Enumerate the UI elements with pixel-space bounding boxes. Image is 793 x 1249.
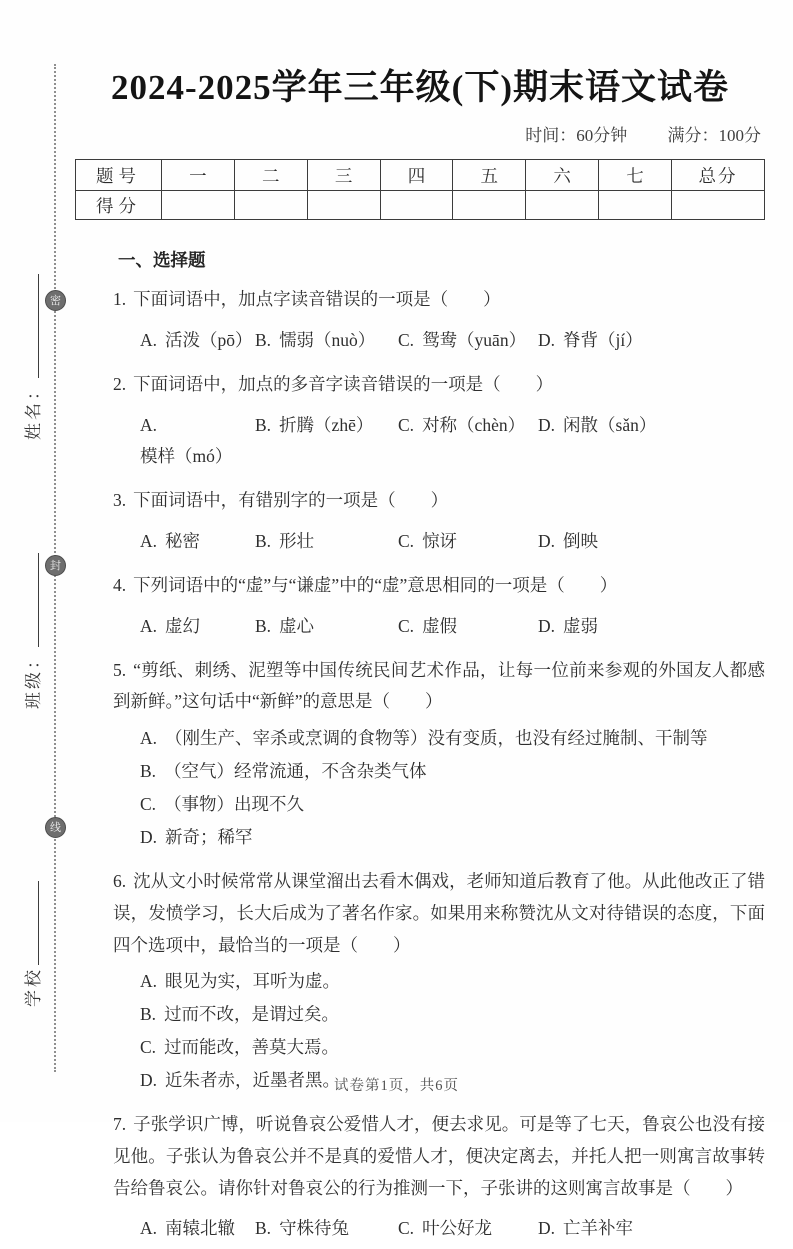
option-label: D.: [538, 414, 556, 435]
score-row-label: 得分: [76, 191, 162, 220]
option-text: 亡羊补牢: [563, 1218, 634, 1239]
option-label: A.: [140, 414, 158, 435]
option-a: [140, 965, 765, 998]
score-cell-empty: [162, 191, 235, 220]
score-cell-empty: [380, 191, 453, 220]
score-cell-empty: [307, 191, 380, 220]
option-text: 懦弱（nuò）: [279, 329, 376, 350]
time-limit-label: 时间：60分钟: [525, 126, 628, 145]
question-stem-text: 沈从文小时候常常从课堂溜出去看木偶戏，老师知道后教育了他。从此他改正了错误，发愤学习，长大后成为了著名作家。如果用来称赞沈从文对待错误的态度，下面四个选项中，最恰当的一项是（ ）: [113, 870, 765, 955]
option-label: D.: [538, 531, 556, 552]
option-b: [255, 611, 398, 643]
question-options: [113, 526, 765, 558]
option-label: A.: [140, 728, 158, 749]
score-table-header-cell: 一: [162, 160, 235, 191]
exam-meta: [75, 121, 765, 146]
class-field: [19, 551, 41, 709]
school-field: [19, 857, 41, 1007]
option-text: 惊讶: [422, 531, 458, 552]
option-b: [255, 526, 398, 558]
option-label: C.: [398, 329, 415, 350]
question-stem: [113, 485, 765, 517]
option-c: [398, 410, 538, 474]
option-b: [140, 998, 765, 1031]
option-text: 叶公好龙: [422, 1218, 493, 1239]
option-text: 虚心: [279, 615, 315, 636]
option-b: [140, 755, 765, 788]
score-table-header-cell: 总分: [672, 160, 765, 191]
question-stem: [113, 655, 765, 719]
question-5: [113, 655, 765, 854]
school-blank-line: [25, 881, 39, 965]
question-stem-text: 子张学识广博，听说鲁哀公爱惜人才，便去求见。可是等了七天，鲁哀公也没有接见他。子张认为鲁哀公并不是真的爱惜人才，便决定离去，并托人把一则寓言故事转告给鲁哀公。请你针对鲁哀公的行为推测一下，子张讲的这则寓言故事是（ ）: [113, 1113, 765, 1198]
option-label: B.: [255, 329, 272, 350]
question-1: [113, 284, 765, 357]
question-stem-text: 下面词语中，加点字读音错误的一项是（ ）: [133, 289, 501, 309]
question-options: [113, 325, 765, 357]
question-7: [113, 1109, 765, 1245]
question-3: [113, 485, 765, 558]
question-number: 2.: [113, 373, 127, 394]
option-text: 鸳鸯（yuān）: [422, 329, 527, 350]
option-label: C.: [140, 794, 157, 815]
option-text: 虚假: [422, 615, 458, 636]
score-cell-empty: [526, 191, 599, 220]
option-text: 过而不改，是谓过矣。: [164, 1004, 340, 1025]
option-label: C.: [140, 1037, 157, 1058]
score-table-header-cell: 四: [380, 160, 453, 191]
option-label: A.: [140, 971, 158, 992]
question-number: 6.: [113, 870, 127, 891]
main-content: [75, 0, 765, 1249]
question-4: [113, 570, 765, 643]
question-stem: [113, 369, 765, 401]
option-label: B.: [140, 1004, 157, 1025]
option-text: 守株待兔: [279, 1218, 350, 1239]
option-text: 近朱者赤，近墨者黑。: [165, 1070, 341, 1091]
option-text: 虚幻: [165, 615, 201, 636]
option-a: [140, 722, 765, 755]
score-table-score-row: [76, 191, 765, 220]
question-stem: [113, 284, 765, 316]
option-c: [140, 1031, 765, 1064]
option-label: D.: [538, 329, 556, 350]
option-text: 南辕北辙: [165, 1218, 236, 1239]
option-text: 折腾（zhē）: [279, 414, 374, 435]
question-number: 1.: [113, 289, 127, 309]
option-label: D.: [538, 1218, 556, 1239]
option-label: D.: [140, 826, 158, 847]
option-label: B.: [255, 414, 272, 435]
full-score-label: 满分：100分: [667, 126, 761, 145]
option-label: D.: [140, 1070, 158, 1091]
question-number: 5.: [113, 659, 127, 680]
option-label: B.: [140, 761, 157, 782]
name-field-label: 姓名：: [24, 380, 43, 440]
score-table-header-cell: 题号: [76, 160, 162, 191]
option-text: （空气）经常流通，不含杂类气体: [164, 761, 427, 782]
option-text: 眼见为实，耳听为虚。: [165, 971, 341, 992]
question-options: [113, 722, 765, 854]
score-table: [75, 159, 765, 220]
option-label: C.: [398, 531, 415, 552]
option-text: 活泼（pō）: [165, 329, 253, 350]
seal-badge-mi: 密: [45, 290, 66, 311]
option-d: [538, 1213, 765, 1245]
score-table-header-cell: 五: [453, 160, 526, 191]
option-label: A.: [140, 615, 158, 636]
question-number: 7.: [113, 1113, 127, 1134]
option-a: [140, 1213, 255, 1245]
option-text: 脊背（jí）: [563, 329, 643, 350]
option-label: A.: [140, 1218, 158, 1239]
option-text: 形壮: [279, 531, 315, 552]
option-label: C.: [398, 1218, 415, 1239]
seal-badge-feng: 封: [45, 555, 66, 576]
option-text: （刚生产、宰杀或烹调的食物等）没有变质，也没有经过腌制、干制等: [165, 728, 708, 749]
option-c: [398, 1213, 538, 1245]
option-d: [538, 325, 765, 357]
option-label: A.: [140, 531, 158, 552]
question-number: 4.: [113, 574, 127, 595]
question-options: [113, 410, 765, 474]
score-table-header-cell: 三: [307, 160, 380, 191]
option-b: [255, 410, 398, 474]
option-text: 虚弱: [563, 615, 599, 636]
question-stem-text: 下列词语中的“虚”与“谦虚”中的“虚”意思相同的一项是（ ）: [133, 574, 618, 595]
option-label: C.: [398, 615, 415, 636]
option-c: [398, 611, 538, 643]
option-text: 秘密: [165, 531, 201, 552]
question-6: [113, 866, 765, 1097]
option-label: B.: [255, 1218, 272, 1239]
question-stem-text: 下面词语中，加点的多音字读音错误的一项是（ ）: [133, 373, 554, 394]
score-cell-empty: [599, 191, 672, 220]
option-a: [140, 526, 255, 558]
score-cell-empty: [453, 191, 526, 220]
section-heading: 一、选择题: [118, 250, 206, 270]
question-stem-text: “剪纸、刺绣、泥塑等中国传统民间艺术作品，让每一位前来参观的外国友人都感到新鲜。”这句话中“新鲜”的意思是（ ）: [113, 659, 765, 712]
option-c: [398, 325, 538, 357]
question-stem: [113, 570, 765, 602]
score-table-header-cell: 六: [526, 160, 599, 191]
class-field-label: 班级：: [24, 649, 43, 709]
option-label: B.: [255, 615, 272, 636]
question-options: [113, 611, 765, 643]
option-d: [538, 410, 765, 474]
question-list: [113, 284, 765, 1245]
seal-badge-xian: 线: [45, 817, 66, 838]
score-table-header-row: [76, 160, 765, 191]
question-stem-text: 下面词语中，有错别字的一项是（ ）: [133, 490, 449, 511]
name-blank-line: [25, 274, 39, 378]
class-blank-line: [25, 553, 39, 647]
option-c: [140, 788, 765, 821]
option-a: [140, 325, 255, 357]
score-table-header-cell: 七: [599, 160, 672, 191]
score-table-header-cell: 二: [234, 160, 307, 191]
option-label: B.: [255, 531, 272, 552]
page-title: 2024-2025学年三年级(下)期末语文试卷: [111, 68, 729, 107]
question-options: [113, 1213, 765, 1245]
option-text: 倒映: [563, 531, 599, 552]
option-text: 新奇；稀罕: [165, 826, 253, 847]
score-cell-empty: [234, 191, 307, 220]
option-b: [255, 1213, 398, 1245]
school-field-label: 学校: [24, 967, 43, 1007]
question-stem: [113, 1109, 765, 1205]
option-text: 闲散（sǎn）: [563, 414, 657, 435]
option-a: [140, 410, 255, 474]
option-a: [140, 611, 255, 643]
option-label: A.: [140, 329, 158, 350]
option-d: [140, 821, 765, 854]
question-2: [113, 369, 765, 474]
option-label: C.: [398, 414, 415, 435]
option-text: 对称（chèn）: [422, 414, 526, 435]
option-text: （事物）出现不久: [164, 794, 305, 815]
option-d: [538, 526, 765, 558]
option-d: [538, 611, 765, 643]
option-label: D.: [538, 615, 556, 636]
score-cell-empty: [672, 191, 765, 220]
option-c: [398, 526, 538, 558]
question-number: 3.: [113, 490, 127, 511]
option-text: 模样（mó）: [140, 446, 233, 467]
name-field: [19, 272, 41, 440]
option-text: 过而能改，善莫大焉。: [164, 1037, 340, 1058]
page-footer: 试卷第1页，共6页: [334, 1078, 459, 1094]
option-b: [255, 325, 398, 357]
question-stem: [113, 866, 765, 962]
